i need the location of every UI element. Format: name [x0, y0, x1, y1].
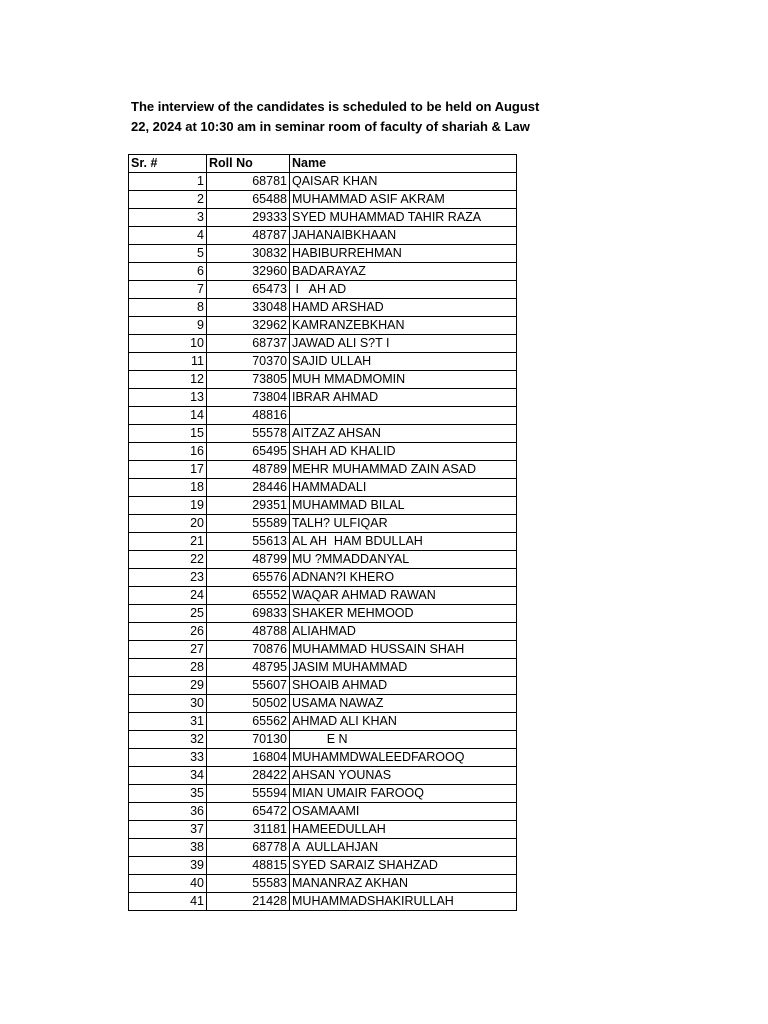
candidate-name-cell: TALH? ULFIQAR: [290, 515, 517, 533]
table-row: [129, 731, 517, 749]
sr-number-cell: 16: [129, 443, 207, 461]
table-row: [129, 839, 517, 857]
sr-number-cell: 40: [129, 875, 207, 893]
sr-number-cell: 17: [129, 461, 207, 479]
column-header-sr: Sr. #: [129, 155, 207, 173]
sr-number-cell: 12: [129, 371, 207, 389]
roll-number-cell: 48787: [207, 227, 290, 245]
roll-number-cell: 69833: [207, 605, 290, 623]
candidate-name-cell: SAJID ULLAH: [290, 353, 517, 371]
candidate-name-cell: SHAH AD KHALID: [290, 443, 517, 461]
candidate-name-cell: HABIBURREHMAN: [290, 245, 517, 263]
table-row: [129, 371, 517, 389]
roll-number-cell: 48799: [207, 551, 290, 569]
roll-number-cell: 65473: [207, 281, 290, 299]
sr-number-cell: 5: [129, 245, 207, 263]
sr-number-cell: 1: [129, 173, 207, 191]
interview-notice: [131, 97, 540, 137]
column-header-name: Name: [290, 155, 517, 173]
roll-number-cell: 55578: [207, 425, 290, 443]
roll-number-cell: 29333: [207, 209, 290, 227]
candidate-name-cell: QAISAR KHAN: [290, 173, 517, 191]
table-row: [129, 551, 517, 569]
sr-number-cell: 13: [129, 389, 207, 407]
candidate-name-cell: OSAMAAMI: [290, 803, 517, 821]
candidate-name-cell: SHAKER MEHMOOD: [290, 605, 517, 623]
roll-number-cell: 48816: [207, 407, 290, 425]
table-row: [129, 281, 517, 299]
table-row: [129, 497, 517, 515]
candidate-name-cell: MIAN UMAIR FAROOQ: [290, 785, 517, 803]
candidate-name-cell: AHSAN YOUNAS: [290, 767, 517, 785]
sr-number-cell: 6: [129, 263, 207, 281]
candidate-name-cell: MEHR MUHAMMAD ZAIN ASAD: [290, 461, 517, 479]
roll-number-cell: 55607: [207, 677, 290, 695]
candidate-name-cell: AL AH HAM BDULLAH: [290, 533, 517, 551]
roll-number-cell: 31181: [207, 821, 290, 839]
table-header-row: [129, 155, 517, 173]
candidate-name-cell: HAMMADALI: [290, 479, 517, 497]
candidate-name-cell: HAMEEDULLAH: [290, 821, 517, 839]
sr-number-cell: 37: [129, 821, 207, 839]
sr-number-cell: 29: [129, 677, 207, 695]
candidate-name-cell: ALIAHMAD: [290, 623, 517, 641]
candidate-name-cell: JAWAD ALI S?T I: [290, 335, 517, 353]
table-row: [129, 641, 517, 659]
sr-number-cell: 30: [129, 695, 207, 713]
table-row: [129, 677, 517, 695]
candidates-table: [128, 154, 517, 911]
table-row: [129, 443, 517, 461]
sr-number-cell: 33: [129, 749, 207, 767]
notice-line-1: The interview of the candidates is scheduled to be held on August: [131, 99, 540, 114]
table-row: [129, 893, 517, 911]
table-row: [129, 191, 517, 209]
roll-number-cell: 73804: [207, 389, 290, 407]
sr-number-cell: 8: [129, 299, 207, 317]
table-row: [129, 533, 517, 551]
sr-number-cell: 31: [129, 713, 207, 731]
candidate-name-cell: MUHAMMAD ASIF AKRAM: [290, 191, 517, 209]
table-row: [129, 461, 517, 479]
candidate-name-cell: I AH AD: [290, 281, 517, 299]
candidate-name-cell: MUHAMMAD BILAL: [290, 497, 517, 515]
roll-number-cell: 65552: [207, 587, 290, 605]
candidate-name-cell: ADNAN?I KHERO: [290, 569, 517, 587]
candidate-name-cell: MUHAMMDWALEEDFAROOQ: [290, 749, 517, 767]
roll-number-cell: 48789: [207, 461, 290, 479]
sr-number-cell: 39: [129, 857, 207, 875]
table-row: [129, 227, 517, 245]
sr-number-cell: 9: [129, 317, 207, 335]
table-row: [129, 821, 517, 839]
sr-number-cell: 23: [129, 569, 207, 587]
sr-number-cell: 21: [129, 533, 207, 551]
table-row: [129, 695, 517, 713]
sr-number-cell: 25: [129, 605, 207, 623]
roll-number-cell: 30832: [207, 245, 290, 263]
roll-number-cell: 32960: [207, 263, 290, 281]
candidate-name-cell: USAMA NAWAZ: [290, 695, 517, 713]
sr-number-cell: 3: [129, 209, 207, 227]
candidate-name-cell: AITZAZ AHSAN: [290, 425, 517, 443]
sr-number-cell: 24: [129, 587, 207, 605]
sr-number-cell: 2: [129, 191, 207, 209]
sr-number-cell: 18: [129, 479, 207, 497]
table-row: [129, 875, 517, 893]
table-row: [129, 857, 517, 875]
roll-number-cell: 48815: [207, 857, 290, 875]
candidate-name-cell: MANANRAZ AKHAN: [290, 875, 517, 893]
roll-number-cell: 55583: [207, 875, 290, 893]
sr-number-cell: 26: [129, 623, 207, 641]
roll-number-cell: 65472: [207, 803, 290, 821]
sr-number-cell: 10: [129, 335, 207, 353]
column-header-roll-no: Roll No: [207, 155, 290, 173]
candidate-name-cell: SHOAIB AHMAD: [290, 677, 517, 695]
roll-number-cell: 55589: [207, 515, 290, 533]
table-row: [129, 173, 517, 191]
roll-number-cell: 55613: [207, 533, 290, 551]
table-row: [129, 587, 517, 605]
candidate-name-cell: MUHAMMAD HUSSAIN SHAH: [290, 641, 517, 659]
roll-number-cell: 29351: [207, 497, 290, 515]
roll-number-cell: 21428: [207, 893, 290, 911]
roll-number-cell: 28446: [207, 479, 290, 497]
roll-number-cell: 50502: [207, 695, 290, 713]
sr-number-cell: 36: [129, 803, 207, 821]
notice-line-2: 22, 2024 at 10:30 am in seminar room of faculty of shariah & Law: [131, 119, 530, 134]
candidate-name-cell: JASIM MUHAMMAD: [290, 659, 517, 677]
table-row: [129, 353, 517, 371]
sr-number-cell: 38: [129, 839, 207, 857]
table-row: [129, 479, 517, 497]
roll-number-cell: 65488: [207, 191, 290, 209]
candidate-name-cell: A AULLAHJAN: [290, 839, 517, 857]
roll-number-cell: 70130: [207, 731, 290, 749]
table-row: [129, 209, 517, 227]
table-row: [129, 785, 517, 803]
candidate-name-cell: AHMAD ALI KHAN: [290, 713, 517, 731]
candidate-name-cell: MU ?MMADDANYAL: [290, 551, 517, 569]
table-row: [129, 245, 517, 263]
roll-number-cell: 68737: [207, 335, 290, 353]
roll-number-cell: 73805: [207, 371, 290, 389]
sr-number-cell: 4: [129, 227, 207, 245]
table-row: [129, 425, 517, 443]
candidate-name-cell: [290, 407, 517, 425]
roll-number-cell: 70876: [207, 641, 290, 659]
table-row: [129, 263, 517, 281]
roll-number-cell: 16804: [207, 749, 290, 767]
candidate-name-cell: BADARAYAZ: [290, 263, 517, 281]
candidate-name-cell: KAMRANZEBKHAN: [290, 317, 517, 335]
candidate-name-cell: E N: [290, 731, 517, 749]
sr-number-cell: 41: [129, 893, 207, 911]
sr-number-cell: 34: [129, 767, 207, 785]
sr-number-cell: 27: [129, 641, 207, 659]
sr-number-cell: 35: [129, 785, 207, 803]
sr-number-cell: 19: [129, 497, 207, 515]
candidate-name-cell: SYED MUHAMMAD TAHIR RAZA: [290, 209, 517, 227]
candidate-name-cell: JAHANAIBKHAAN: [290, 227, 517, 245]
table-row: [129, 749, 517, 767]
roll-number-cell: 68781: [207, 173, 290, 191]
roll-number-cell: 55594: [207, 785, 290, 803]
roll-number-cell: 48795: [207, 659, 290, 677]
candidate-name-cell: WAQAR AHMAD RAWAN: [290, 587, 517, 605]
sr-number-cell: 11: [129, 353, 207, 371]
roll-number-cell: 65576: [207, 569, 290, 587]
table-row: [129, 623, 517, 641]
sr-number-cell: 28: [129, 659, 207, 677]
table-row: [129, 605, 517, 623]
candidate-name-cell: HAMD ARSHAD: [290, 299, 517, 317]
table-row: [129, 515, 517, 533]
roll-number-cell: 32962: [207, 317, 290, 335]
table-row: [129, 335, 517, 353]
roll-number-cell: 65562: [207, 713, 290, 731]
candidates-table-body: [129, 173, 517, 911]
roll-number-cell: 68778: [207, 839, 290, 857]
table-row: [129, 767, 517, 785]
roll-number-cell: 65495: [207, 443, 290, 461]
sr-number-cell: 32: [129, 731, 207, 749]
roll-number-cell: 33048: [207, 299, 290, 317]
sr-number-cell: 20: [129, 515, 207, 533]
table-row: [129, 803, 517, 821]
sr-number-cell: 15: [129, 425, 207, 443]
sr-number-cell: 14: [129, 407, 207, 425]
sr-number-cell: 7: [129, 281, 207, 299]
table-row: [129, 713, 517, 731]
table-row: [129, 659, 517, 677]
roll-number-cell: 70370: [207, 353, 290, 371]
roll-number-cell: 28422: [207, 767, 290, 785]
roll-number-cell: 48788: [207, 623, 290, 641]
candidate-name-cell: MUH MMADMOMIN: [290, 371, 517, 389]
table-row: [129, 317, 517, 335]
candidate-name-cell: SYED SARAIZ SHAHZAD: [290, 857, 517, 875]
table-row: [129, 389, 517, 407]
table-row: [129, 299, 517, 317]
sr-number-cell: 22: [129, 551, 207, 569]
table-row: [129, 407, 517, 425]
candidate-name-cell: MUHAMMADSHAKIRULLAH: [290, 893, 517, 911]
candidate-name-cell: IBRAR AHMAD: [290, 389, 517, 407]
table-row: [129, 569, 517, 587]
